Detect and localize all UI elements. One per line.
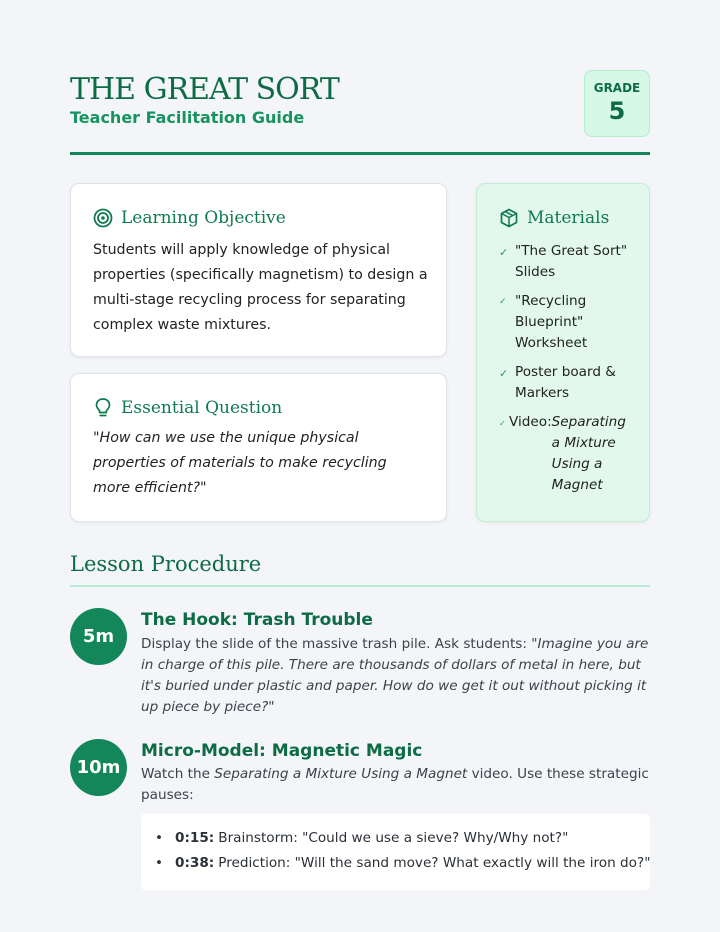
procedure-divider — [70, 585, 650, 587]
video-title: Separating a Mixture Using a Magnet — [551, 414, 626, 493]
procedure-heading: Lesson Procedure — [70, 552, 262, 576]
step-text-a: Watch the — [141, 766, 215, 782]
video-label: Video: — [509, 414, 552, 430]
step-text-quote: "Imagine you are in charge of this pile. There are thousands of dollars of metal in here, but it's buried under plastic and paper. How do we get it out without picking it up piece by piece?" — [141, 636, 649, 715]
list-item — [155, 855, 650, 871]
step-duration-badge: 10m — [70, 739, 127, 796]
pause-list — [141, 814, 650, 890]
page-title: THE GREAT SORT — [70, 72, 339, 107]
list-item — [499, 241, 629, 283]
materials-heading — [499, 208, 609, 228]
page-subtitle: Teacher Facilitation Guide — [70, 108, 305, 127]
pause-time: 0:38: — [175, 855, 215, 871]
list-item — [499, 291, 629, 354]
step-description — [141, 764, 651, 806]
step-title: Micro-Model: Magnetic Magic — [141, 741, 423, 761]
step-duration-badge: 5m — [70, 608, 127, 665]
check-icon: ✓ — [499, 246, 509, 259]
step-video-title: Separating a Mixture Using a Magnet — [214, 766, 468, 782]
materials-card — [476, 183, 650, 522]
material-text: Poster board & Markers — [515, 364, 616, 401]
lightbulb-icon — [93, 397, 113, 419]
question-heading-text: Essential Question — [121, 398, 283, 418]
question-heading — [93, 397, 282, 419]
objective-heading-text: Learning Objective — [121, 208, 286, 228]
list-item — [499, 362, 629, 404]
grade-value: 5 — [608, 97, 626, 125]
objective-heading — [93, 208, 286, 228]
grade-badge — [584, 70, 650, 137]
objective-text: Students will apply knowledge of physical properties (specifically magnetism) to design a multi-stage recycling process for separating complex waste mixtures. — [93, 242, 428, 333]
step-text-b: video. Use these strategic pauses: — [141, 766, 649, 803]
check-icon: ✓ — [499, 297, 507, 307]
objective-card — [70, 183, 447, 357]
header — [70, 70, 650, 156]
list-item — [499, 412, 629, 496]
list-item — [155, 830, 568, 846]
material-text: "Recycling Blueprint" Worksheet — [515, 293, 588, 351]
question-text: "How can we use the unique physical properties of materials to make recycling more efficient?" — [93, 430, 387, 496]
step-description — [141, 634, 651, 718]
pause-time: 0:15: — [175, 830, 215, 846]
check-icon: ✓ — [499, 419, 506, 428]
box-icon — [499, 208, 519, 228]
target-icon — [93, 208, 113, 228]
material-text: "The Great Sort" Slides — [515, 243, 628, 280]
question-card — [70, 373, 447, 522]
materials-heading-text: Materials — [527, 208, 610, 228]
step-title: The Hook: Trash Trouble — [141, 610, 373, 630]
bullet: • — [155, 855, 164, 871]
pause-text: Brainstorm: "Could we use a sieve? Why/Why not?" — [218, 830, 569, 846]
grade-label: GRADE — [593, 81, 641, 95]
bullet: • — [155, 830, 164, 846]
materials-list — [499, 241, 629, 504]
header-divider — [70, 152, 650, 155]
step-text-plain: Display the slide of the massive trash pile. Ask students: — [141, 636, 532, 652]
pause-text: Prediction: "Will the sand move? What exactly will the iron do?" — [218, 855, 651, 871]
check-icon: ✓ — [499, 367, 509, 380]
